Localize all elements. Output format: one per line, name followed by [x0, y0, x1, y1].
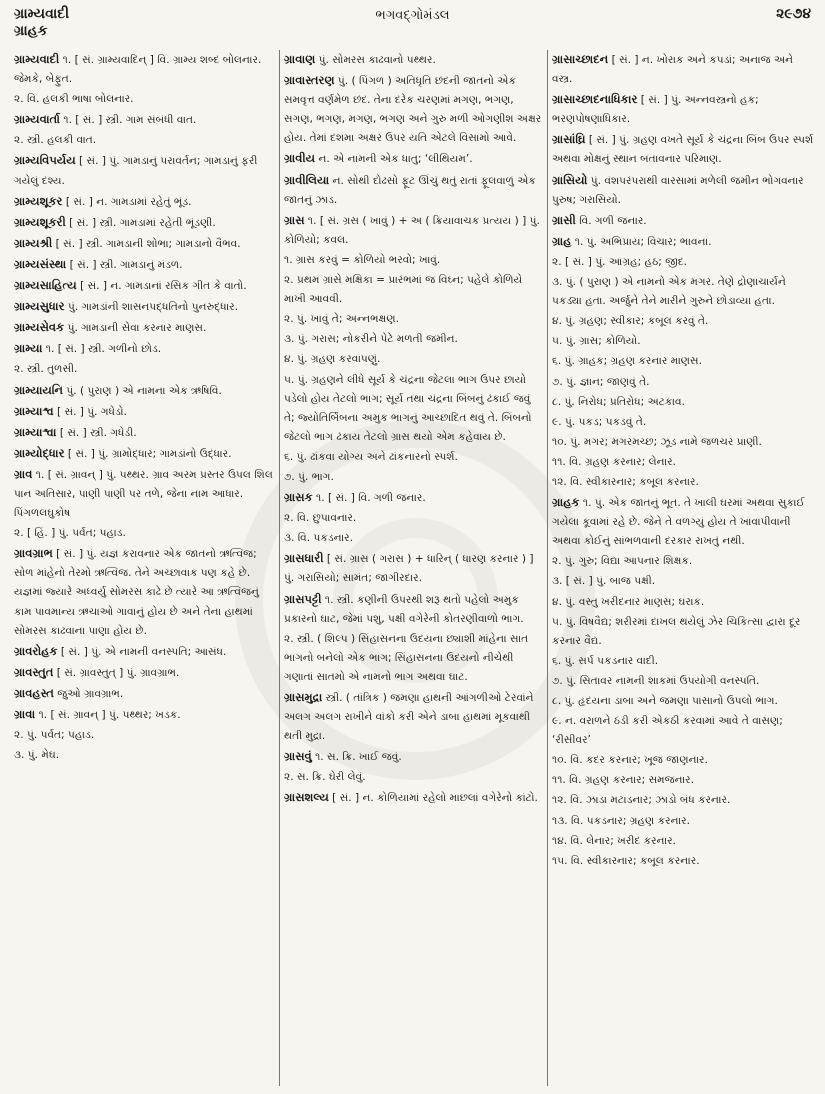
page-header [14, 6, 811, 40]
entry-definition: ૧. ગ્રાસ કરવું = કોળિયો ભરવો; ખાવું. [284, 253, 441, 266]
dictionary-entry [552, 852, 814, 871]
entry-definition: પું. ગામડાની સેવા કરનાર માણસ. [67, 322, 207, 335]
entry-definition: ૬. પું. ઢાંકવા યોગ્ય અને ઢાંકનારનો સ્પર્શ. [284, 450, 458, 463]
entry-paragraph [284, 488, 544, 508]
entry-paragraph [14, 663, 276, 683]
dictionary-entry [552, 493, 814, 551]
dictionary-entry [284, 171, 544, 210]
entry-paragraph [284, 330, 544, 349]
entry-headword: ગ્રામ્યાયનિ [14, 382, 63, 397]
entry-paragraph [284, 149, 544, 169]
entry-headword: ગ્રામ્યવાદી [14, 52, 60, 66]
dictionary-entry [552, 90, 814, 129]
entry-paragraph [14, 110, 276, 130]
entry-definition: ૫. પું. વિષવૈદ્ય; શરીરમાં દાખલ થયેલું ઝેર ચિકિત્સા દ્વારા દૂર કરનાર વૈદ્ય. [552, 615, 801, 647]
entry-paragraph [552, 332, 814, 351]
entry-paragraph [284, 688, 544, 746]
entry-paragraph [552, 832, 814, 851]
entry-paragraph [14, 705, 276, 725]
entry-paragraph [14, 524, 276, 543]
entry-paragraph [552, 453, 814, 472]
entry-definition: ૧૨. વિ. સ્વીકારનાર; કબૂલ કરનાર. [552, 475, 699, 488]
entry-definition: પું. ( પિંગળ ) અતિધૃતિ છંદની જાતનો એક સમવૃત્ત વર્ણમેળ છંદ. તેના દરેક ચરણમાં મગણ, ભગણ, સગણ, ભગણ, મગણ, ભગણ અને ગુરુ મળી ઓગણીશ અક્ષર હોય. તેમાં દશમા અક્ષર ઉપર યતિ એટલે વિસામો આવે. [284, 75, 542, 145]
dictionary-entry [284, 747, 544, 767]
entry-definition: [ સં. ] પું. ગામડાનું પરાવર્તન; ગામડાનું ફરી ગયેલું દશ્ય. [14, 155, 258, 187]
entry-paragraph [14, 339, 276, 359]
dictionary-entry [284, 330, 544, 349]
entry-definition: [ સં. ] ન. ખોરાક અને કપડાં; અનાજ અને વસ્ત્ર. [552, 54, 794, 86]
entry-headword: ગ્રામ્યોદ્ધાર [14, 445, 65, 460]
entry-headword: ગ્રાસવું [284, 749, 312, 764]
column-1 [14, 50, 276, 1088]
dictionary-entry [552, 332, 814, 351]
entry-definition: ૭. પું. ભાગ. [284, 470, 334, 483]
dictionary-entry [552, 751, 814, 770]
entry-paragraph [284, 630, 544, 687]
dictionary-entry [284, 350, 544, 369]
entry-headword: ગ્રાસી [552, 212, 576, 227]
entry-paragraph [14, 746, 276, 765]
entry-headword: ગ્રામ્યસાહિત્ય [14, 278, 77, 293]
entry-paragraph [552, 232, 814, 252]
entry-headword: ગ્રાસાચ્છાદન [552, 52, 609, 66]
entry-definition: ૧. [ સં. ગ્રામ્યવાદિન્ ] વિ. ગ્રામ્ય શબ્દ બોલનાર. જેમકે, બેફુત. [14, 54, 262, 86]
entry-headword: ગ્રામ્યસંસ્થા [14, 256, 67, 271]
dictionary-entry [14, 642, 276, 662]
entry-paragraph [14, 131, 276, 150]
entry-paragraph [552, 493, 814, 551]
dictionary-entry [552, 453, 814, 472]
entry-paragraph [284, 509, 544, 528]
entry-paragraph [552, 50, 814, 89]
entry-definition: ૨. પ્રથમ ગ્રાસે મક્ષિકા = પ્રારંભમાં જ વિઘ્ન; પહેલે કોળિયે માખી આવવી. [284, 274, 523, 306]
entry-paragraph [284, 50, 544, 70]
entry-headword: ગ્રાવગ્રાભ [14, 546, 53, 561]
entry-headword: ગ્રામ્યા [14, 341, 43, 356]
dictionary-entry [552, 253, 814, 272]
entry-headword: ગ્રાવાણ [284, 52, 316, 66]
entry-definition: ૩. વિ. પકડનાર. [284, 532, 354, 545]
entry-definition: ૨. સ્ત્રી. તુળસી. [14, 363, 78, 376]
dictionary-entry [14, 663, 276, 683]
dictionary-entry [552, 211, 814, 231]
entry-headword: ગ્રામ્યાશ્વ [14, 403, 54, 418]
entry-definition: ૯. ન. વરાળને ઠંડી કરી એકઠી કરવામાં આવે તે વાસણ; ‘રીસીવર’ [552, 715, 783, 747]
guide-word-last: ગ્રાહક [14, 23, 48, 39]
entry-headword: ગ્રાહક [552, 495, 580, 510]
dictionary-entry [14, 297, 276, 317]
entry-definition: [ સં. ] પું. યજ્ઞ કરાવનાર એક જાતનો ઋત્વિજ; સોળ માંહેનો તેરમો ઋત્વિજ. તેને અચ્છાવાક પણ કહે છે. યજ્ઞમાં જ્યારે અધ્વર્યુ સોમરસ કાઢે છે ત્યારે આ ઋત્વિજનું કામ પાવમાન્ય ઋચાઓ ગાવાનું હોય છે અને તેના હાથમાં સોમરસ કાઢવાના પાણા હોય છે. [14, 548, 259, 637]
entry-definition: ૧. સ. ક્રિ. ખાઈ જવું. [315, 751, 402, 764]
entry-paragraph [14, 50, 276, 89]
entry-definition: ૩. પું. ગરાસ; નોકરીને પેટે મળતી જમીન. [284, 333, 458, 346]
entry-headword: ગ્રાવીય [284, 151, 316, 166]
entry-paragraph [284, 529, 544, 548]
dictionary-entry [284, 371, 544, 447]
entry-paragraph [14, 684, 276, 704]
entry-paragraph [284, 747, 544, 767]
entry-definition: ૧. પું. એક જાતનું ભૂત. તે ખાલી ઘરમાં અથવા સુકાઈ ગયેલા કૂવામાં રહે છે. જેને તે વળગ્યું હોય તે ખાવાપીવાની અથવા કોઈનું સાંભળવાની દરકાર રાખતું નથી. [552, 497, 805, 548]
entry-paragraph [14, 234, 276, 254]
entry-definition: પું. સોમરસ કાઢવાનો પથ્થર. [318, 54, 436, 66]
entry-paragraph [14, 544, 276, 640]
entry-paragraph [14, 726, 276, 745]
dictionary-entry [552, 692, 814, 711]
dictionary-entry [552, 672, 814, 691]
dictionary-entry [552, 832, 814, 851]
entry-definition: ૧. [ સં. ] સ્ત્રી. ગળીનો છોડ. [45, 343, 162, 356]
dictionary-entry [552, 473, 814, 492]
entry-definition: ૨. સ્ત્રી. ( શિલ્પ ) સિંહાસનના ઉદયના છ્યાશી માંહેના સાત ભાગનો બનેલો એક ભાગ; સિંહાસનના ઉદયનો નીચેથી ગણાતાં સાતમો એ નામનો ભાગ અથવા ઘાટ. [284, 632, 529, 683]
entry-definition: ૫. પું. ગ્રાસ; કોળિયો. [552, 335, 641, 348]
dictionary-entry [284, 448, 544, 467]
dictionary-entry [14, 151, 276, 190]
column-divider [547, 50, 548, 1086]
entry-definition: ૮. પું. હૃદયના ડાબા અને જમણા પાસાનો ઉપલો ભાગ. [552, 695, 778, 707]
dictionary-entry [14, 684, 276, 704]
dictionary-entry [552, 171, 814, 210]
entry-definition: ૪. પું. ગ્રહણ કરવાપણું. [284, 353, 381, 366]
entry-definition: [ સં. ] ન. કોળિયામાં રહેલો માછલાં વગેરેનો કાંટો. [332, 792, 538, 805]
entry-paragraph [284, 468, 544, 487]
entry-headword: ગ્રાવ [14, 466, 33, 481]
dictionary-entry [14, 360, 276, 379]
dictionary-entry [552, 312, 814, 331]
entry-paragraph [14, 151, 276, 190]
dictionary-entry [284, 310, 544, 329]
entry-definition: [ સં. ] પું. અન્નવસ્ત્રનો હક; ભરણપોષણાધિકાર. [552, 94, 759, 126]
entry-headword: ગ્રાહ [552, 233, 572, 248]
entry-headword: ગ્રાવસ્તુત [14, 664, 54, 679]
dictionary-entry [14, 234, 276, 254]
entry-paragraph [14, 465, 276, 523]
entry-definition: ૭. પું. સિતાવર નામની શાકમાં ઉપયોગી વનસ્પતિ. [552, 674, 760, 687]
entry-headword: ગ્રામ્યશૂકરી [14, 214, 66, 229]
entry-definition: [ સં. ] પું. ગધેડો. [56, 405, 127, 418]
dictionary-entry [552, 232, 814, 252]
entry-headword: ગ્રામ્યાશ્વા [14, 424, 57, 439]
entry-definition: પું. ગામડાંની શાસનપદ્ધતિનો પુનરુદ્ધાર. [67, 301, 239, 314]
entry-definition: ૨. વિ. હલકી ભાષા બોલનાર. [14, 93, 134, 106]
entry-definition: [ સં. ] ન. ગામડાનાં રસિક ગીત કે વાતો. [80, 280, 247, 293]
dictionary-entry [284, 271, 544, 309]
entry-paragraph [552, 393, 814, 412]
entry-definition: પું. ( પુરાણ ) એ નામના એક ઋષિવિ. [66, 384, 222, 397]
entry-paragraph [552, 652, 814, 671]
dictionary-entry [14, 131, 276, 150]
entry-paragraph [14, 192, 276, 212]
dictionary-entry [552, 373, 814, 392]
entry-paragraph [552, 712, 814, 750]
entry-definition: ૪. પું. વસ્તુ ખરીદનાર માણસ; ઘરાક. [552, 595, 705, 608]
entry-paragraph [552, 672, 814, 691]
entry-definition: ૩. [ સં. ] પું. બાજ પક્ષી. [552, 575, 656, 588]
entry-paragraph [552, 253, 814, 272]
dictionary-entry [284, 768, 544, 787]
dictionary-entry [284, 529, 544, 548]
entry-definition: ૭. પું. જ્ઞાન; જાણવું તે. [552, 375, 650, 388]
dictionary-entry [14, 381, 276, 401]
dictionary-entry [14, 402, 276, 422]
entry-definition: [ સં. ] પું. ગ્રહણ વખતે સૂર્ય કે ચંદ્રના બિંબ ઉપર સ્પર્શ અથવા મોક્ષનું સ્થાન બતાવનાર પરિમાણ. [552, 134, 814, 166]
dictionary-entry [552, 771, 814, 790]
entry-definition: [ સં. ગ્રાસ ( ગરાસ ) + ધારિન્ ( ધારણ કરનાર ) ] પું. ગરાસિયો; સામંત; જાગીરદાર. [284, 553, 534, 585]
entry-headword: ગ્રામ્યસુધાર [14, 299, 65, 314]
entry-paragraph [552, 171, 814, 210]
entry-paragraph [552, 473, 814, 492]
entry-paragraph [14, 402, 276, 422]
dictionary-entry [14, 746, 276, 765]
dictionary-entry [284, 149, 544, 169]
entry-headword: ગ્રાસ [284, 212, 305, 227]
entry-paragraph [14, 360, 276, 379]
dictionary-entry [14, 544, 276, 640]
entry-paragraph [552, 373, 814, 392]
entry-definition: ૯. પું. પકડ; પકડવું તે. [552, 415, 647, 428]
entry-headword: ગ્રાવરોહક [14, 643, 58, 658]
entry-paragraph [14, 255, 276, 275]
dictionary-entry [284, 688, 544, 746]
entry-paragraph [552, 692, 814, 711]
entry-definition: ૧. [ સં. ] વિ. ગળી જનાર. [316, 492, 426, 505]
dictionary-entry [552, 613, 814, 651]
dictionary-entry [14, 213, 276, 233]
entry-definition: [ સં. ] પું. ગ્રામોદ્ધાર; ગામડાંનો ઉદ્ધાર. [67, 447, 232, 460]
dictionary-entry [284, 468, 544, 487]
dictionary-entry [14, 90, 276, 109]
entry-paragraph [14, 297, 276, 317]
entry-definition: [ સં. ] ન. ગામડામાં રહેતું ભૂંડ. [65, 195, 192, 208]
entry-paragraph [552, 273, 814, 311]
entry-paragraph [552, 433, 814, 452]
dictionary-entry [14, 318, 276, 338]
entry-definition: [ સં. ] પું. એ નામની વનસ્પતિ; આસંધ. [60, 645, 227, 658]
entry-definition: ૫. પું. ગ્રહણને લીધે સૂર્ય કે ચંદ્રના જેટલા ભાગ ઉપર છાયો પડેલો હોય તેટલો ભાગ; સૂર્ય તથા ચંદ્રના બિંબનું ઢંકાઈ જવું તે; જ્યોતિર્બિંબના અમુક ભાગનું આચ્છાદિત થવું તે. બિંબનો જેટલો ભાગ ઢંકાય તેટલો ગ્રાસ થયો એમ કહેવાય છે. [284, 373, 532, 443]
entry-definition: સ્ત્રી. ( તાંત્રિક ) જમણા હાથની આંગળીઓ ટેરવાંને અલગ અલગ રાખીને વાંકો કરી એને ડાબા હાથમાં મૂકવાથી થતી મુદ્રા. [284, 692, 534, 743]
entry-definition: ૮. પું. નિરોધ; પ્રતિરોધ; અટકાવ. [552, 395, 685, 408]
entry-paragraph [14, 276, 276, 296]
dictionary-entry [284, 50, 544, 70]
entry-definition: [ સં. ] સ્ત્રી. ગધેડી. [59, 426, 137, 439]
entry-definition: ૨. પું. ગુરુ; વિદ્યા આપનાર શિક્ષક. [552, 555, 693, 568]
entry-definition: ૪. પું. ગ્રહણ; સ્વીકાર; કબૂલ કરવું તે. [552, 315, 709, 328]
entry-paragraph [284, 71, 544, 148]
dictionary-entry [552, 552, 814, 571]
entry-headword: ગ્રામ્યશ્રી [14, 235, 53, 250]
entry-definition: ૧૪. વિ. લેનાર; ખરીદ કરનાર. [552, 834, 676, 847]
dictionary-entry [14, 524, 276, 543]
entry-definition: ૧. [ સં. ગ્રાવન્ ] પું. પથ્થર. ગ્રાવ અરમ પ્રસ્તર ઉપલ શિલ પાન અતિસાર, પાણી પાણી પર તળે, જેના નામ આધાર. પિંગળલઘુકોષ [14, 468, 273, 520]
dictionary-entry [284, 251, 544, 270]
entry-definition: પું. વંશપરંપરાથી વારસામાં મળેલી જમીન ભોગવનાર પુરુષ; ગરાસિયો. [552, 174, 804, 206]
entry-paragraph [284, 590, 544, 629]
entry-headword: ગ્રાસક [284, 490, 313, 505]
entry-headword: ગ્રામ્યસેવક [14, 320, 65, 335]
dictionary-entry [552, 352, 814, 371]
entry-paragraph [552, 852, 814, 871]
entry-paragraph [284, 371, 544, 447]
entry-paragraph [284, 271, 544, 309]
entry-definition: ૧. પું. અભિપ્રાય; વિચાર; ભાવના. [574, 235, 712, 248]
entry-paragraph [552, 552, 814, 571]
entry-definition: ૨. સ. ક્રિ. ઘેરી લેવું. [284, 771, 366, 784]
entry-paragraph [552, 312, 814, 331]
entry-paragraph [552, 613, 814, 651]
dictionary-entry [552, 393, 814, 412]
dictionary-entry [552, 652, 814, 671]
dictionary-entry [14, 192, 276, 212]
entry-headword: ગ્રાવા [14, 707, 36, 721]
dictionary-entry [14, 276, 276, 296]
dictionary-entry [552, 273, 814, 311]
entry-paragraph [284, 350, 544, 369]
running-title: ભગવદ્ગોમંડલ [375, 8, 450, 23]
dictionary-entry [14, 255, 276, 275]
entry-definition: ૧. સ્ત્રી. કણીની ઉપરથી શરૂ થતો પહેલો અમુક પ્રકારનો ઘાટ, જેમાં પશુ, પક્ષી વગેરેની કોતરણીવાળો ભાગ. [284, 593, 524, 625]
dictionary-entry [284, 488, 544, 508]
entry-definition: ૨. પું. પર્વત; પહાડ. [14, 729, 95, 742]
dictionary-entry [14, 423, 276, 443]
dictionary-entry [14, 705, 276, 725]
dictionary-entry [552, 791, 814, 810]
entry-headword: ગ્રાસિયો [552, 172, 588, 187]
entry-definition: ૧૧. વિ. ગ્રહણ કરનાર; લેનાર. [552, 455, 676, 468]
entry-definition: ૧. [ સં. ] સ્ત્રી. ગામ સંબંધી વાત. [63, 114, 197, 127]
entry-paragraph [14, 318, 276, 338]
dictionary-entry [14, 465, 276, 523]
entry-headword: ગ્રાવાસ્તરણ [284, 73, 335, 88]
entry-paragraph [552, 812, 814, 831]
entry-headword: ગ્રાસશલ્ય [284, 790, 329, 805]
dictionary-entry [14, 339, 276, 359]
entry-definition: ૨. સ્ત્રી. હલકી વાત. [14, 134, 97, 147]
entry-definition: ૧૨. વિ. ઝાડા મટાડનાર; ઝાડો બંધ કરનાર. [552, 794, 731, 807]
guide-word-first: ગ્રામ્યવાદી [14, 6, 70, 22]
entry-paragraph [14, 423, 276, 443]
entry-paragraph [14, 444, 276, 464]
dictionary-entry [552, 130, 814, 169]
entry-paragraph [14, 90, 276, 109]
entry-definition: ૧૫. વિ. સ્વીકારનાર; કબૂલ કરનાર. [552, 854, 700, 867]
entry-paragraph [284, 211, 544, 250]
dictionary-entry [14, 444, 276, 464]
entry-headword: ગ્રાસાંઘ્રિ [552, 132, 586, 147]
entry-headword: ગ્રામ્યવાર્તા [14, 112, 60, 127]
entry-headword: ગ્રાસપટ્ટી [284, 591, 322, 606]
entry-paragraph [552, 771, 814, 790]
entry-paragraph [552, 90, 814, 129]
entry-definition: ૧. [ સં. ગ્રસ ( ખાવું ) + અ ( ક્રિયાવાચક પ્રત્યય ) ] પું. કોળિયો; કવલ. [284, 214, 540, 246]
dictionary-entry [284, 509, 544, 528]
entry-definition: [ સં. ] સ્ત્રી. ગામડાનું મંડળ. [69, 258, 183, 271]
entry-paragraph [552, 791, 814, 810]
entry-definition: ૧૦. પું. મગર; મગરમચ્છ; ઝૂડ નામે જળચર પ્રાણી. [552, 435, 762, 448]
entry-headword: ગ્રામ્યશૂકર [14, 193, 63, 208]
dictionary-entry [14, 110, 276, 130]
entry-paragraph [552, 130, 814, 169]
entry-paragraph [552, 352, 814, 371]
entry-definition: ૨. પું. ખાવું તે; અન્નભક્ષણ. [284, 313, 399, 326]
dictionary-entry [552, 712, 814, 750]
entry-definition: ૨. [ હિં. ] પું. પર્વત; પહાડ. [14, 527, 126, 540]
entry-headword: ગ્રાવહસ્ત [14, 685, 54, 700]
entry-definition: જુઓ ગ્રાવગ્રાભ. [57, 687, 124, 700]
entry-paragraph [284, 788, 544, 808]
entry-paragraph [284, 768, 544, 787]
entry-paragraph [552, 211, 814, 231]
entry-paragraph [14, 642, 276, 662]
entry-paragraph [284, 171, 544, 210]
entry-headword: ગ્રાસમુદ્રા [284, 690, 323, 704]
dictionary-entry [284, 590, 544, 629]
entry-definition: ૨. વિ. છુપાવનાર. [284, 512, 357, 525]
column-3 [552, 50, 814, 1088]
entry-definition: ૩. પું. મેઘ. [14, 749, 60, 762]
entry-definition: વિ. ગળી જનાર. [579, 214, 647, 227]
entry-paragraph [552, 413, 814, 432]
dictionary-entry [552, 812, 814, 831]
dictionary-entry [284, 549, 544, 588]
column-divider [279, 50, 280, 1086]
dictionary-entry [14, 726, 276, 745]
page-number: ૨૯૭૪ [776, 6, 811, 22]
entry-definition: ન. એ નામની એક ધાતુ; ‘લીથિયમ’. [318, 153, 473, 166]
dictionary-entry [552, 572, 814, 591]
entry-paragraph [284, 251, 544, 270]
entry-definition: ૧૦. વિ. કદર કરનાર; ખૂજ જાણનાર. [552, 754, 708, 767]
entry-definition: ૨. [ સં. ] પું. આગ્રહ; હઠ; જીદ. [552, 255, 688, 268]
entry-paragraph [552, 572, 814, 591]
dictionary-entry [552, 413, 814, 432]
dictionary-entry [552, 593, 814, 612]
entry-headword: ગ્રાસાચ્છાદનાધિકાર [552, 92, 638, 107]
entry-paragraph [552, 751, 814, 770]
entry-definition: ૧. [ સં. ગ્રાવન્ ] પું. પથ્થર; ખડક. [38, 709, 181, 721]
entry-paragraph [14, 213, 276, 233]
entry-definition: ૩. પું. ( પુરાણ ) એ નામનો એક મગર. તેણે દ્રોણાચાર્યને પકડ્યા હતા. અર્જુને તેને મારીને ગુરુને છોડાવ્યા હતા. [552, 276, 786, 308]
dictionary-entry [14, 50, 276, 89]
column-2 [284, 50, 544, 1088]
entry-definition: ન. સોથી દોઢસો ફૂટ ઊંચું થતું રાતાં ફૂલવાળું એક જાતનું ઝાડ. [284, 174, 536, 206]
entry-headword: ગ્રાસધારી [284, 551, 324, 566]
entry-paragraph [284, 549, 544, 588]
entry-headword: ગ્રાવીલિયા [284, 172, 330, 187]
dictionary-entry [552, 433, 814, 452]
dictionary-entry [284, 71, 544, 148]
dictionary-entry [284, 788, 544, 808]
entry-paragraph [14, 381, 276, 401]
dictionary-entry [284, 630, 544, 687]
entry-paragraph [552, 593, 814, 612]
entry-definition: [ સં. ગ્રાવસ્તુત્ ] પું. ગ્રાવગ્રાભ. [56, 666, 180, 679]
entry-definition: [ સં. ] સ્ત્રી. ગામડાની શોભા; ગામડાનો વૈભવ. [55, 237, 241, 250]
dictionary-entry [284, 211, 544, 250]
entry-paragraph [284, 448, 544, 467]
entry-paragraph [284, 310, 544, 329]
dictionary-entry [552, 50, 814, 89]
entry-definition: ૧૩. વિ. પકડનાર; ગ્રહણ કરનાર. [552, 814, 690, 827]
entry-definition: ૬. પું. ગ્રાહક; ગ્રહણ કરનાર માણસ. [552, 355, 702, 368]
entry-definition: [ સં. ] સ્ત્રી. ગામડામાં રહેતી ભૂંડણી. [69, 216, 216, 229]
entry-headword: ગ્રામ્યવિપર્યય [14, 153, 76, 168]
entry-definition: ૧૧. વિ. ગ્રહણ કરનાર; સમજનાર. [552, 774, 694, 787]
entry-definition: ૬. પું. સર્પ પકડનાર વાદી. [552, 654, 659, 667]
